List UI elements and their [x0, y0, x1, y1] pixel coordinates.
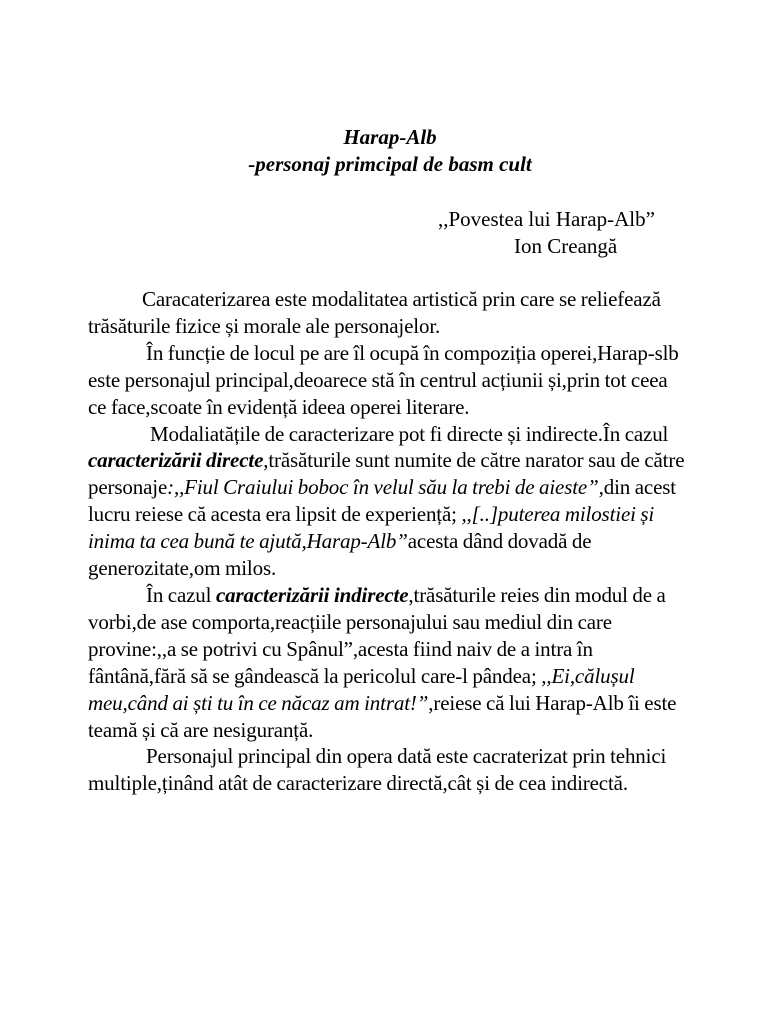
document-subtitle: -personaj primcipal de basm cult — [248, 152, 532, 176]
p3-term-direct: caracterizării directe — [88, 448, 264, 473]
paragraph-5: Personajul principal din opera dată este cacraterizat prin tehnici multiple,ținând atât de caracterizare directă,cât și de cea indirectă. — [88, 744, 667, 796]
paragraph-4 — [88, 582, 688, 743]
p4-text-a: În cazul — [146, 582, 216, 607]
p3-quote-1: :,,Fiul Craiului boboc în velul său la trebi de aieste” — [167, 475, 599, 500]
source-author: Ion Creangă — [514, 234, 618, 258]
paragraph-3 — [88, 421, 688, 582]
p3-quote-2: ,,[..]puterea milostiei și inima ta cea bună te ajută,Harap-Alb” — [88, 502, 655, 554]
title-block — [0, 124, 768, 178]
p3-text-g: acesta dând dovadă de generozitate,om milos. — [88, 529, 592, 581]
p4-text-e: ,reiese că lui Harap-Alb îi este teamă și că are nesiguranță. — [88, 690, 677, 742]
p3-text-c: ,trăsăturile sunt numite de către narator sau de către personaje — [88, 448, 685, 500]
paragraph-1: Caracaterizarea este modalitatea artistică prin care se reliefează trăsăturile fizice și morale ale personajelor. — [88, 287, 661, 338]
document-title: Harap-Alb — [343, 125, 437, 149]
p4-quote: ,,Ei,călușul meu,când ai ști tu în ce năcaz am intrat!” — [88, 663, 635, 715]
p4-text-c: ,trăsăturile reies din modul de a vorbi,de ase comporta,reacțiile personajului sau mediul din care provine:,,a se potrivi cu Spânul”,acesta fiind naiv de a intra în fântână,fără să se gândească la pericolul care-l pândea; — [88, 582, 666, 688]
body-text — [88, 286, 688, 797]
source-block — [438, 206, 655, 260]
p3-text-a: Modaliatățile de caracterizare pot fi directe și indirecte.În cazul — [150, 421, 669, 446]
p4-term-indirect: caracterizării indirecte — [215, 582, 409, 607]
p3-text-e: ,din acest lucru reiese că acesta era lipsit de experiență; — [88, 475, 676, 527]
source-work: ,,Povestea lui Harap-Alb” — [438, 207, 655, 231]
paragraph-2: În funcție de locul pe are îl ocupă în compoziția operei,Harap-slb este personajul principal,deoarece stă în centrul acțiunii și,prin tot ceea ce face,scoate în evidență ideea operei literare. — [88, 340, 679, 419]
